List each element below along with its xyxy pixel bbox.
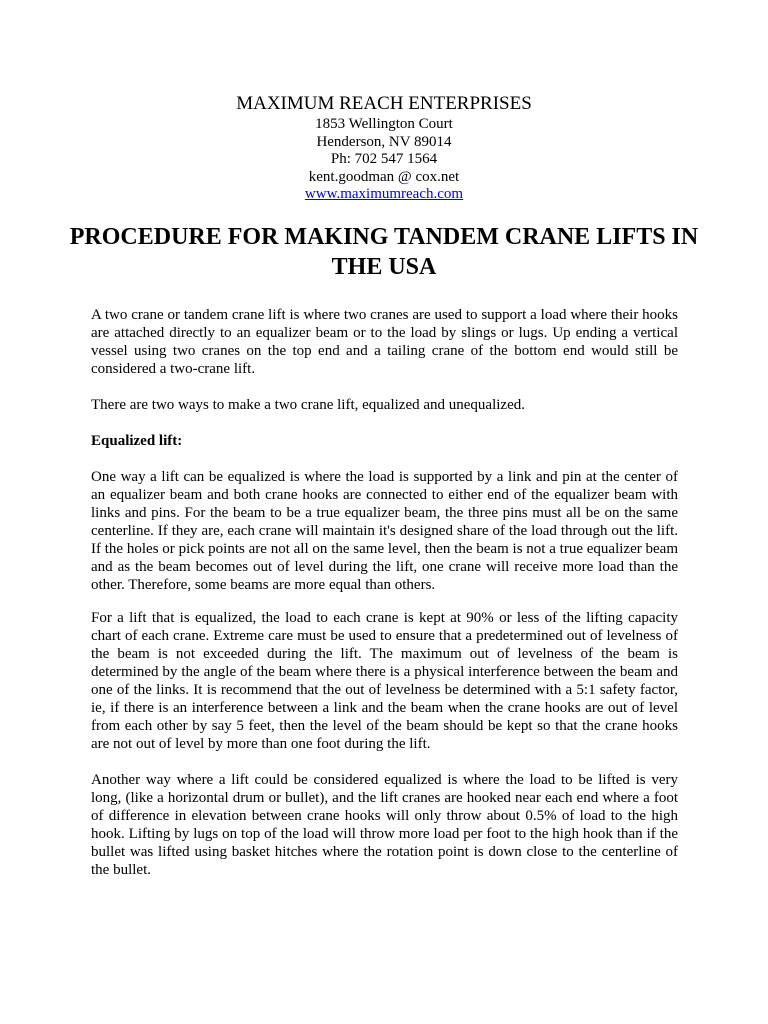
letterhead [0, 92, 768, 204]
city-state-zip: Henderson, NV 89014 [316, 133, 452, 150]
website-link[interactable]: www.maximumreach.com [304, 186, 464, 203]
email-address: kent.goodman @ cox.net [308, 168, 460, 185]
equalized-lift-heading: Equalized lift: [91, 433, 183, 449]
two-ways-paragraph: There are two ways to make a two crane lift, equalized and unequalized. [91, 397, 525, 413]
street-address: 1853 Wellington Court [315, 116, 453, 132]
document-title: PROCEDURE FOR MAKING TANDEM CRANE LIFTS IN THE USA [69, 224, 699, 280]
intro-paragraph: A two crane or tandem crane lift is where two cranes are used to support a load where their hooks are attached directly to an equalizer beam or to the load by slings or lugs. Up ending a vertical vessel using two cranes on the top end and a tailing crane of the bottom end would still be considered a two-crane lift. [91, 307, 678, 377]
equalizer-beam-paragraph: One way a lift can be equalized is where the load is supported by a link and pin at the center of an equalizer beam and both crane hooks are connected to either end of the equalizer beam with links and pins. For the beam to be a true equalizer beam, the three pins must all be on the same centerline. If they are, each crane will maintain it's designed share of the load through out the lift. If the holes or pick points are not all on the same level, then the beam is not a true equalizer beam and as the beam becomes out of level during the lift, one crane will receive more load than the other. Therefore, some beams are more equal than others. [91, 469, 678, 593]
phone-number: Ph: 702 547 1564 [330, 151, 438, 168]
long-load-paragraph: Another way where a lift could be considered equalized is where the load to be lifted is very long, (like a horizontal drum or bullet), and the lift cranes are hooked near each end where a foot of difference in elevation between crane hooks will only throw about 0.5% of load to the high hook. Lifting by lugs on top of the load will throw more load per foot to the high hook than if the bullet was lifted using basket hitches where the rotation point is down close to the centerline of the bullet. [91, 772, 678, 878]
capacity-paragraph: For a lift that is equalized, the load to each crane is kept at 90% or less of the lifting capacity chart of each crane. Extreme care must be used to ensure that a predetermined out of levelness of the beam is not exceeded during the lift. The maximum out of levelness of the beam is determined by the angle of the beam where there is a physical interference between the beam and one of the links. It is recommend that the out of levelness be determined with a 5:1 safety factor, ie, if there is an interference between a link and the beam when the crane hooks are out of level from each other by say 5 feet, then the level of the beam should be kept so that the crane hooks are not out of level by more than one foot during the lift. [91, 610, 678, 752]
company-name: MAXIMUM REACH ENTERPRISES [236, 93, 532, 114]
